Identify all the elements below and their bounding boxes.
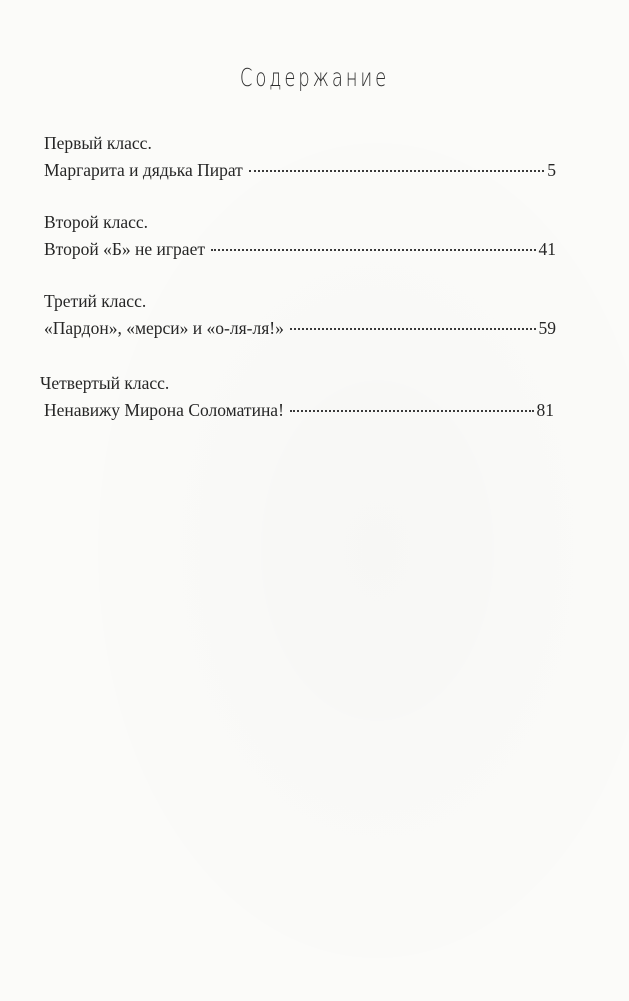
toc-chapter-title: Второй «Б» не играет <box>44 239 205 259</box>
dot-leader <box>249 170 544 172</box>
toc-entry <box>44 130 556 184</box>
dot-leader <box>211 249 536 251</box>
page-title: Содержание <box>239 63 390 92</box>
toc-chapter-title: «Пардон», «мерси» и «о-ля-ля!» <box>44 318 284 338</box>
toc-page-number: 41 <box>538 239 556 259</box>
toc-page-number: 5 <box>547 160 556 180</box>
toc-section-label: Третий класс. <box>44 291 147 311</box>
toc-line <box>44 315 556 342</box>
toc-entry <box>44 209 556 263</box>
toc-line <box>44 157 556 184</box>
toc-page-number: 59 <box>538 318 556 338</box>
toc-page-number: 81 <box>536 400 554 420</box>
toc-section-label: Первый класс. <box>44 133 152 153</box>
toc-line <box>40 397 554 424</box>
toc-chapter-title: Маргарита и дядька Пират <box>44 160 243 180</box>
toc-entry <box>40 370 554 424</box>
dot-leader <box>290 328 536 330</box>
toc-chapter-title: Ненавижу Мирона Соломатина! <box>44 400 284 420</box>
toc-entry <box>44 288 556 342</box>
toc-line <box>44 236 556 263</box>
dot-leader <box>290 410 534 412</box>
toc-section-label: Четвертый класс. <box>40 373 170 393</box>
toc-section-label: Второй класс. <box>44 212 148 232</box>
